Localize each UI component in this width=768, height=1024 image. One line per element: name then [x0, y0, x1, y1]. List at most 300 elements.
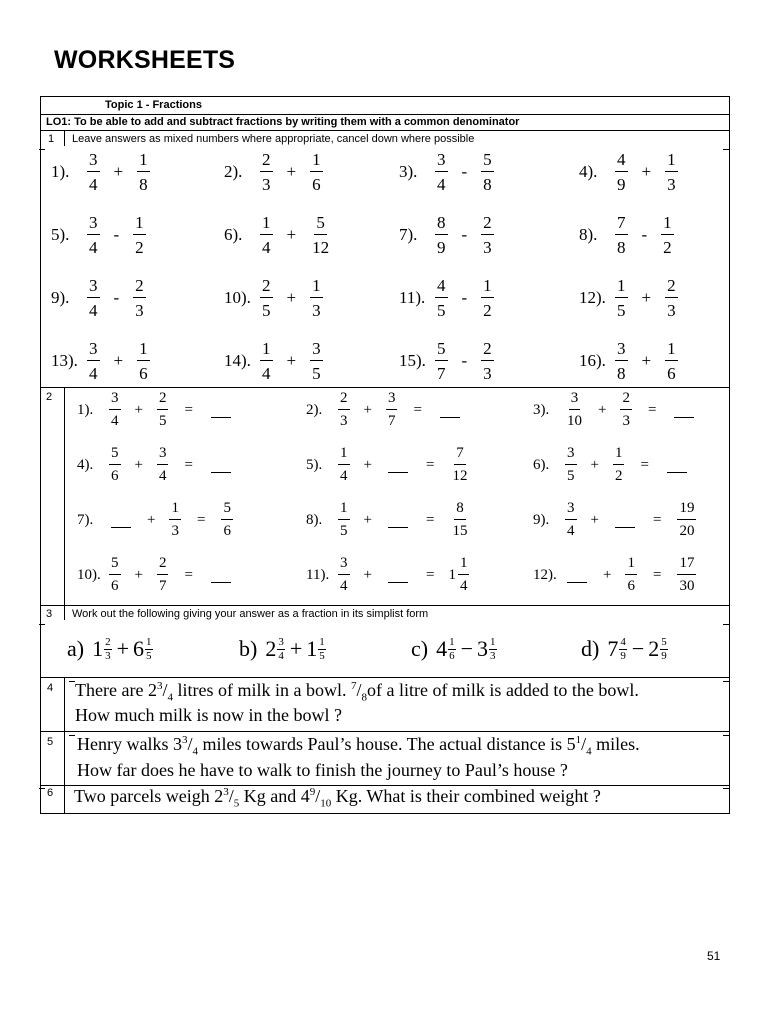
problem-label: b) — [239, 636, 258, 661]
fraction-a-denominator: 9 — [617, 175, 626, 194]
operator: + — [116, 636, 130, 661]
denominator-b: 9 — [661, 649, 667, 662]
fraction-b — [157, 556, 169, 594]
operator: + — [286, 225, 297, 244]
problem-1-11 — [399, 277, 496, 319]
fraction-b — [318, 637, 326, 662]
problem-label: 7). — [77, 511, 94, 528]
problem-label: 4). — [579, 162, 598, 181]
problem-1-1 — [51, 151, 152, 193]
fraction-result-numerator: 19 — [677, 501, 696, 520]
fraction-a — [260, 277, 273, 319]
fraction-b-denominator: 3 — [312, 301, 321, 320]
fraction-a-numerator: 5 — [109, 556, 121, 575]
blank-a — [111, 513, 131, 528]
fraction-b — [613, 446, 625, 484]
learning-objective: LO1: To be able to add and subtract fractions by writing them with a common denominator — [46, 116, 520, 128]
problem-label: d) — [581, 636, 600, 661]
operator: + — [363, 456, 372, 473]
problem-2-8 — [306, 501, 471, 539]
equals: = — [425, 456, 435, 473]
fraction-a-denominator: 4 — [262, 238, 271, 257]
fraction-b — [169, 501, 181, 539]
problem-1-3 — [399, 151, 496, 193]
fraction-b-numerator: 1 — [310, 277, 323, 298]
problem-label: 11). — [306, 566, 330, 583]
denominator-a: 9 — [620, 649, 626, 662]
fraction-a-numerator: 1 — [338, 501, 350, 520]
fraction-b-numerator: 1 — [481, 277, 494, 298]
operator: - — [461, 225, 468, 244]
numerator-b: 1 — [319, 635, 325, 648]
problem-2-10 — [77, 556, 235, 594]
equals: = — [184, 401, 193, 418]
fraction-b — [310, 340, 323, 382]
equals: = — [184, 456, 193, 473]
whole-b: 2 — [648, 636, 660, 661]
section-6-line-1: Two parcels weigh $2^3/_5$ Kg and $4^9/_{10}$ Kg. What is their combined weight ? — [74, 786, 601, 810]
problem-1-6 — [224, 214, 333, 256]
problem-2-3 — [533, 391, 698, 429]
problem-label: 1). — [51, 162, 70, 181]
fraction-b-numerator: 1 — [137, 151, 150, 172]
fraction-b — [481, 340, 494, 382]
equals: = — [652, 566, 662, 583]
fraction-a — [277, 637, 285, 662]
fraction-result-numerator: 7 — [454, 446, 466, 465]
problem-label: 10). — [77, 566, 101, 583]
section-5-number: 5 — [47, 736, 54, 748]
operator: − — [631, 636, 645, 661]
fraction-a — [435, 277, 448, 319]
fraction-b — [145, 637, 153, 662]
whole-a: 4 — [436, 636, 448, 661]
fraction-a-denominator: 10 — [567, 413, 582, 429]
whole-a: 1 — [92, 636, 104, 661]
result-whole: 1 — [448, 566, 456, 583]
problem-label: 2). — [306, 401, 323, 418]
fraction-result — [677, 501, 696, 539]
equals: = — [640, 456, 649, 473]
fraction-result — [677, 556, 696, 594]
problem-2-12 — [533, 556, 698, 594]
operator: + — [363, 566, 372, 583]
whole-a: 2 — [265, 636, 277, 661]
operator: + — [113, 162, 124, 181]
denominator-b: 5 — [146, 649, 152, 662]
problem-2-7 — [77, 501, 235, 539]
fraction-a-numerator: 1 — [260, 214, 273, 235]
fraction-b-denominator: 7 — [158, 578, 167, 594]
problem-2-9 — [533, 501, 698, 539]
fraction-b — [133, 214, 146, 256]
fraction-a — [435, 340, 448, 382]
numerator-a: 1 — [449, 635, 455, 648]
blank-b — [615, 513, 635, 528]
section-3-number: 3 — [46, 608, 53, 620]
fraction-b-denominator: 6 — [667, 364, 676, 383]
fraction-a-denominator: 4 — [89, 364, 98, 383]
problem-1-9 — [51, 277, 148, 319]
fraction-b-numerator: 1 — [625, 556, 637, 575]
fraction-a-numerator: 7 — [615, 214, 628, 235]
fraction-result-denominator: 12 — [452, 468, 468, 484]
fraction-b — [137, 340, 150, 382]
fraction-b-denominator: 3 — [622, 413, 630, 429]
page-title: WORKSHEETS — [54, 46, 236, 74]
fraction-a-numerator: 3 — [565, 446, 577, 465]
blank-b — [388, 513, 408, 528]
equals: = — [413, 401, 422, 418]
fraction-a — [615, 151, 628, 193]
fraction-a-denominator: 3 — [262, 175, 271, 194]
blank-b — [388, 458, 408, 473]
fraction-b-numerator: 1 — [661, 214, 674, 235]
fraction-a-denominator: 4 — [89, 301, 98, 320]
equals: = — [425, 511, 435, 528]
problem-3-1 — [67, 636, 154, 662]
fraction-a-numerator: 3 — [87, 277, 100, 298]
fraction-a-denominator: 4 — [89, 175, 98, 194]
blank-result — [674, 403, 694, 418]
fraction-a-denominator: 5 — [617, 301, 626, 320]
section-5-line-2: How far does he have to walk to finish the journey to Paul’s house ? — [77, 760, 568, 780]
fraction-a — [435, 151, 448, 193]
operator: + — [641, 351, 652, 370]
fraction-a-numerator: 4 — [435, 277, 448, 298]
whole-b: 3 — [477, 636, 489, 661]
mixed-number-a — [436, 636, 457, 662]
equals: = — [196, 511, 206, 528]
fraction-a-numerator: 2 — [338, 391, 350, 410]
operator: + — [134, 566, 143, 583]
problem-1-5 — [51, 214, 148, 256]
fraction-b — [157, 391, 169, 429]
fraction-a-numerator: 3 — [109, 391, 121, 410]
operator: - — [641, 225, 648, 244]
fraction-a — [87, 340, 100, 382]
fraction-a — [87, 214, 100, 256]
fraction-a-numerator: 3 — [615, 340, 628, 361]
fraction-a — [615, 214, 628, 256]
fraction-a — [338, 446, 350, 484]
fraction-a-denominator: 8 — [617, 364, 626, 383]
numerator-b: 1 — [490, 635, 496, 648]
fraction-b-numerator: 5 — [481, 151, 494, 172]
fraction-b — [481, 214, 494, 256]
section-1-instruction: Leave answers as mixed numbers where appropriate, cancel down where possible — [72, 133, 475, 145]
fraction-a-numerator: 4 — [615, 151, 628, 172]
problem-1-16 — [579, 340, 680, 382]
section-5-line-1: Henry walks $3^3/_4$ miles towards Paul’s house. The actual distance is $5^1/_4$ miles. — [77, 734, 640, 758]
fraction-a-denominator: 4 — [437, 175, 446, 194]
operator: + — [286, 162, 297, 181]
problem-1-8 — [579, 214, 676, 256]
operator: + — [134, 401, 143, 418]
problem-label: 5). — [51, 225, 70, 244]
fraction-a-numerator: 8 — [435, 214, 448, 235]
fraction-b — [310, 214, 331, 256]
fraction-b-denominator: 3 — [171, 523, 179, 539]
fraction-a — [565, 446, 577, 484]
fraction-a — [619, 637, 627, 662]
problem-label: 2). — [224, 162, 243, 181]
fraction-b-numerator: 2 — [481, 340, 494, 361]
numerator-a: 2 — [105, 635, 111, 648]
fraction-b-denominator: 2 — [663, 238, 672, 257]
fraction-b-denominator: 2 — [614, 468, 623, 484]
fraction-b-numerator: 2 — [481, 214, 494, 235]
fraction-b-numerator: 1 — [613, 446, 625, 465]
fraction-b-numerator: 2 — [133, 277, 146, 298]
fraction-b — [157, 446, 169, 484]
fraction-result — [450, 501, 469, 539]
fraction-a-denominator: 5 — [340, 523, 348, 539]
fraction-a-denominator: 4 — [340, 468, 348, 484]
operator: + — [641, 288, 652, 307]
problem-1-4 — [579, 151, 680, 193]
fraction-a-denominator: 5 — [437, 301, 446, 320]
problem-label: 12). — [533, 566, 557, 583]
equals: = — [425, 566, 435, 583]
fraction-b-denominator: 6 — [312, 175, 321, 194]
problem-2-11 — [306, 556, 471, 594]
mixed-number-a — [265, 636, 286, 662]
problem-3-2 — [239, 636, 327, 662]
problem-3-4 — [581, 636, 669, 662]
problem-label: 13). — [51, 351, 78, 370]
fraction-a — [565, 501, 577, 539]
fraction-result-numerator: 17 — [677, 556, 696, 575]
problem-label: 4). — [77, 456, 94, 473]
fraction-b-numerator: 2 — [620, 391, 632, 410]
fraction-result-denominator: 30 — [679, 578, 695, 594]
fraction-a — [565, 391, 584, 429]
blank-result — [667, 458, 687, 473]
fraction-result-denominator: 4 — [459, 578, 468, 594]
fraction-b-numerator: 3 — [157, 446, 169, 465]
blank-result — [440, 403, 460, 418]
fraction-b-denominator: 3 — [667, 175, 676, 194]
mixed-number-b — [133, 636, 154, 662]
problem-label: a) — [67, 636, 85, 661]
fraction-b-denominator: 12 — [312, 238, 330, 257]
problem-label: 9). — [533, 511, 550, 528]
fraction-b — [665, 340, 678, 382]
problem-2-4 — [77, 446, 235, 484]
blank-result — [211, 568, 231, 583]
operator: + — [286, 351, 297, 370]
fraction-a-numerator: 1 — [260, 340, 273, 361]
denominator-a: 3 — [105, 649, 111, 662]
problem-1-12 — [579, 277, 680, 319]
fraction-b — [489, 637, 497, 662]
whole-b: 6 — [133, 636, 145, 661]
section-2-number: 2 — [46, 391, 53, 403]
fraction-a — [87, 277, 100, 319]
fraction-a-denominator: 4 — [340, 578, 348, 594]
fraction-a — [338, 501, 350, 539]
problem-2-2 — [306, 391, 464, 429]
fraction-a — [615, 340, 628, 382]
operator: + — [590, 456, 599, 473]
mixed-number-a — [607, 636, 628, 662]
fraction-b-denominator: 3 — [135, 301, 144, 320]
operator: - — [461, 162, 468, 181]
fraction-b-numerator: 2 — [157, 391, 169, 410]
fraction-a — [338, 391, 350, 429]
section-4-line-2: How much milk is now in the bowl ? — [75, 705, 342, 725]
fraction-a — [260, 214, 273, 256]
fraction-b-numerator: 1 — [133, 214, 146, 235]
problem-label: 8). — [306, 511, 323, 528]
fraction-b-denominator: 8 — [139, 175, 148, 194]
fraction-a-denominator: 7 — [437, 364, 446, 383]
fraction-b — [660, 637, 668, 662]
fraction-b-numerator: 2 — [665, 277, 678, 298]
problem-label: 7). — [399, 225, 418, 244]
operator: + — [286, 288, 297, 307]
fraction-b — [310, 151, 323, 193]
fraction-b-denominator: 6 — [627, 578, 635, 594]
fraction-b-numerator: 1 — [169, 501, 181, 520]
fraction-b — [620, 391, 632, 429]
fraction-result — [221, 501, 233, 539]
fraction-a — [338, 556, 350, 594]
fraction-a-denominator: 8 — [617, 238, 626, 257]
fraction-a-denominator: 3 — [340, 413, 348, 429]
operator: + — [641, 162, 652, 181]
problem-label: 8). — [579, 225, 598, 244]
fraction-result-numerator: 1 — [458, 556, 470, 575]
fraction-a-denominator: 4 — [262, 364, 271, 383]
fraction-result-numerator: 5 — [221, 501, 233, 520]
operator: - — [461, 288, 468, 307]
operator: + — [147, 511, 156, 528]
fraction-a-denominator: 4 — [111, 413, 119, 429]
denominator-a: 6 — [449, 649, 455, 662]
fraction-result-denominator: 20 — [679, 523, 695, 539]
blank-result — [211, 458, 231, 473]
equals: = — [652, 511, 662, 528]
fraction-a-numerator: 3 — [87, 151, 100, 172]
fraction-b-numerator: 2 — [157, 556, 169, 575]
problem-label: 1). — [77, 401, 94, 418]
fraction-b — [481, 277, 494, 319]
fraction-b — [310, 277, 323, 319]
fraction-a-numerator: 3 — [435, 151, 448, 172]
fraction-a-numerator: 5 — [109, 446, 121, 465]
fraction-b-numerator: 1 — [665, 340, 678, 361]
fraction-b — [661, 214, 674, 256]
worksheet-table — [40, 96, 730, 814]
fraction-a-denominator: 4 — [89, 238, 98, 257]
fraction-a — [435, 214, 448, 256]
mixed-number-b — [648, 636, 669, 662]
blank-result — [211, 403, 231, 418]
fraction-b-denominator: 3 — [667, 301, 676, 320]
operator: - — [461, 351, 468, 370]
numerator-a: 3 — [278, 635, 284, 648]
fraction-a-numerator: 2 — [260, 151, 273, 172]
topic-heading: Topic 1 - Fractions — [105, 99, 202, 111]
problem-label: 6). — [224, 225, 243, 244]
problem-1-2 — [224, 151, 325, 193]
fraction-b — [481, 151, 494, 193]
mixed-number-b — [306, 636, 327, 662]
problem-1-7 — [399, 214, 496, 256]
fraction-b — [665, 277, 678, 319]
fraction-a — [260, 151, 273, 193]
problem-label: 9). — [51, 288, 70, 307]
fraction-a-numerator: 2 — [260, 277, 273, 298]
problem-label: 5). — [306, 456, 323, 473]
page-number: 51 — [707, 949, 721, 963]
problem-label: 14). — [224, 351, 251, 370]
fraction-b — [133, 277, 146, 319]
fraction-b-denominator: 3 — [483, 238, 492, 257]
fraction-b — [625, 556, 637, 594]
problem-label: 12). — [579, 288, 606, 307]
problem-label: 6). — [533, 456, 550, 473]
problem-1-13 — [51, 340, 152, 382]
fraction-b-denominator: 6 — [139, 364, 148, 383]
fraction-a — [109, 446, 121, 484]
fraction-b-denominator: 5 — [158, 413, 167, 429]
operator: + — [590, 511, 599, 528]
blank-b — [388, 568, 408, 583]
fraction-a-numerator: 3 — [87, 340, 100, 361]
section-6-number: 6 — [47, 787, 54, 799]
equals: = — [647, 401, 657, 418]
fraction-a-numerator: 3 — [338, 556, 350, 575]
problem-2-6 — [533, 446, 691, 484]
operator: + — [113, 351, 124, 370]
fraction-b — [665, 151, 678, 193]
fraction-a-numerator: 1 — [615, 277, 628, 298]
whole-b: 1 — [306, 636, 318, 661]
numerator-b: 1 — [146, 635, 152, 648]
fraction-a-denominator: 5 — [567, 468, 575, 484]
problem-label: 16). — [579, 351, 606, 370]
section-4-line-1: There are $2^3/_4$ litres of milk in a bowl. $^7/_8of$ a litre of milk is added to the bowl. — [75, 680, 639, 704]
fraction-a — [87, 151, 100, 193]
problem-label: 10). — [224, 288, 251, 307]
fraction-b-numerator: 5 — [314, 214, 327, 235]
problem-label: 3). — [533, 401, 550, 418]
fraction-b-numerator: 1 — [310, 151, 323, 172]
section-3-instruction: Work out the following giving your answer as a fraction in its simplist form — [72, 608, 429, 620]
section-1-number: 1 — [48, 133, 55, 145]
fraction-b-denominator: 2 — [483, 301, 492, 320]
fraction-a-numerator: 3 — [87, 214, 100, 235]
fraction-result — [458, 556, 470, 594]
fraction-b-numerator: 3 — [386, 391, 398, 410]
fraction-a-numerator: 5 — [435, 340, 448, 361]
fraction-a — [448, 637, 456, 662]
fraction-a-denominator: 6 — [111, 578, 119, 594]
fraction-b-numerator: 3 — [310, 340, 323, 361]
fraction-a — [260, 340, 273, 382]
fraction-b-numerator: 1 — [137, 340, 150, 361]
denominator-a: 4 — [278, 649, 284, 662]
fraction-b-denominator: 5 — [312, 364, 321, 383]
operator: - — [113, 288, 120, 307]
fraction-a-denominator: 6 — [111, 468, 119, 484]
fraction-b-denominator: 3 — [483, 364, 492, 383]
fraction-b-denominator: 7 — [387, 413, 396, 429]
fraction-a-numerator: 3 — [565, 501, 577, 520]
